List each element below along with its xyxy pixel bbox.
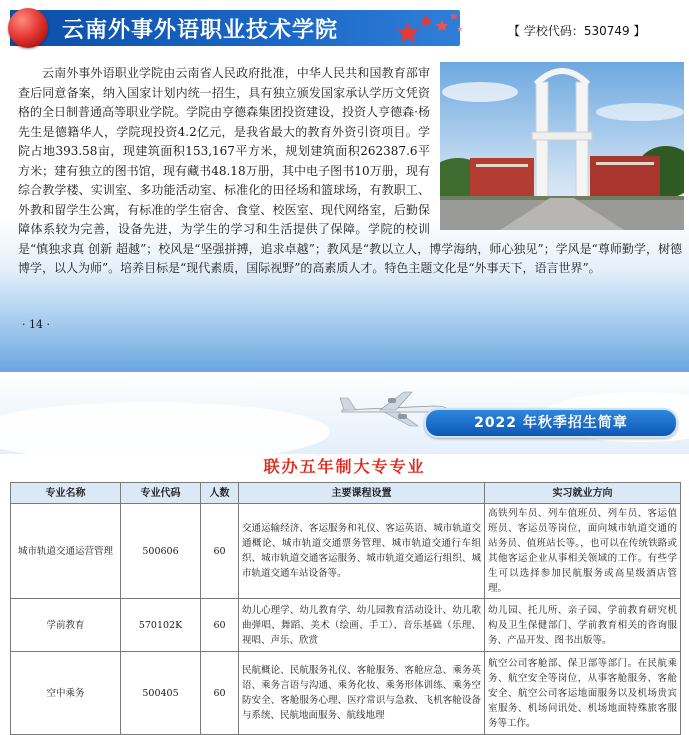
column-header: 人数: [201, 483, 239, 504]
main-courses: 幼儿心理学、幼儿教育学、幼儿园教育活动设计、幼儿歌曲弹唱、舞蹈、美术（绘画、手工）、音乐基础（乐理、视唱、声乐、欣赏: [239, 599, 485, 652]
main-courses: 交通运输经济、客运服务和礼仪、客运英语、城市轨道交通概论、城市轨道交通票务管理、城市轨道交通行车组织、城市轨道交通客运服务、城市轨道交通运行组织、城市轨道交通车站设备等。: [239, 504, 485, 599]
majors-table: [10, 482, 681, 735]
column-header: 专业名称: [11, 483, 121, 504]
column-header: 主要课程设置: [239, 483, 485, 504]
enrollment-count: 60: [201, 652, 239, 735]
career-direction: 幼儿园、托儿所、亲子园、学前教育研究机构及卫生保健部门、学前教育相关的咨询服务、产品开发、图书出版等。: [485, 599, 681, 652]
table-header-row: [11, 483, 681, 504]
school-code: 【 学校代码：530749 】: [508, 24, 646, 38]
major-code: 500606: [121, 504, 201, 599]
stars-decoration-icon: [394, 8, 466, 48]
table-row: [11, 599, 681, 652]
brochure-title: 2022 年秋季招生简章: [474, 415, 628, 431]
major-code: 500405: [121, 652, 201, 735]
major-name: 空中乘务: [11, 652, 121, 735]
column-header: 实习就业方向: [485, 483, 681, 504]
brochure-title-badge: [424, 408, 678, 438]
enrollment-count: 60: [201, 599, 239, 652]
cloud-decoration: [0, 402, 330, 454]
major-name: 学前教育: [11, 599, 121, 652]
page-title: 云南外事外语职业技术学院: [62, 18, 339, 43]
table-row: [11, 504, 681, 599]
brochure-banner: [0, 372, 689, 454]
intro-paragraph: 云南外事外语职业学院由云南省人民政府批准，中华人民共和国教育部审查后同意备案，纳入国家计划内统一招生，具有独立颁发国家承认学历文凭资格的全日制普通高等职业学院。学院由亨德森集团投资建设，投资人亨德森·杨先生是德籍华人，学院现投资4.2亿元，是我省最大的教育外资引资项目。学院占地393.58亩，现建筑面积153,167平方米，规划建筑面积262387.6平方米；建有独立的图书馆，现有藏书48.18万册，其中电子图书10万册，现有综合教学楼、实训室、多功能活动室、标准化的田径场和篮球场，有教职工、外教和留学生公寓，有标准的学生宿舍、食堂、校医室、现代网络室，后勤保障体系较为完善，设备先进，为学生的学习和生活提供了保障。学院的校训是“慎独求真 创新 超越”；校风是“坚强拼搏，追求卓越”；教风是“教以立人，博学海纳，师心独见”；学风是“尊师勤学，树德博学，以人为师”。培养目标是“现代素质，国际视野”的高素质人才。特色主题文化是“外事天下，语言世界”。: [18, 66, 682, 275]
career-direction: 高铁列车员、列车值班员、列车员、客运值班员、客运员等岗位，面向城市轨道交通的站务员、值班站长等。，也可以在传统铁路或其他客运企业从事相关领域的工作。有些学生可以选择参加民航服务或高星级酒店管理。: [485, 504, 681, 599]
major-name: 城市轨道交通运营管理: [11, 504, 121, 599]
column-header: 专业代码: [121, 483, 201, 504]
table-row: [11, 652, 681, 735]
enrollment-count: 60: [201, 504, 239, 599]
section-heading: 联办五年制大专专业: [263, 457, 426, 476]
page-number: · 14 ·: [22, 318, 50, 331]
red-ball-icon: [8, 8, 48, 48]
major-code: 570102K: [121, 599, 201, 652]
intro-text-block: [18, 64, 682, 279]
career-direction: 航空公司客舱部、保卫部等部门。在民航乘务、航空安全等岗位，从事客舱服务、客舱安全、航空公司客运地面服务以及机场贵宾室服务、机场问讯处、机场地面特殊旅客服务等工作。: [485, 652, 681, 735]
main-courses: 民航概论、民航服务礼仪、客舱服务、客舱应急、乘务英语、乘务言语与沟通、乘务化妆、乘务形体训练、乘务空防安全、客舱服务心理、医疗常识与急救、飞机客舱设备与系统、民航地面服务、航线地理: [239, 652, 485, 735]
